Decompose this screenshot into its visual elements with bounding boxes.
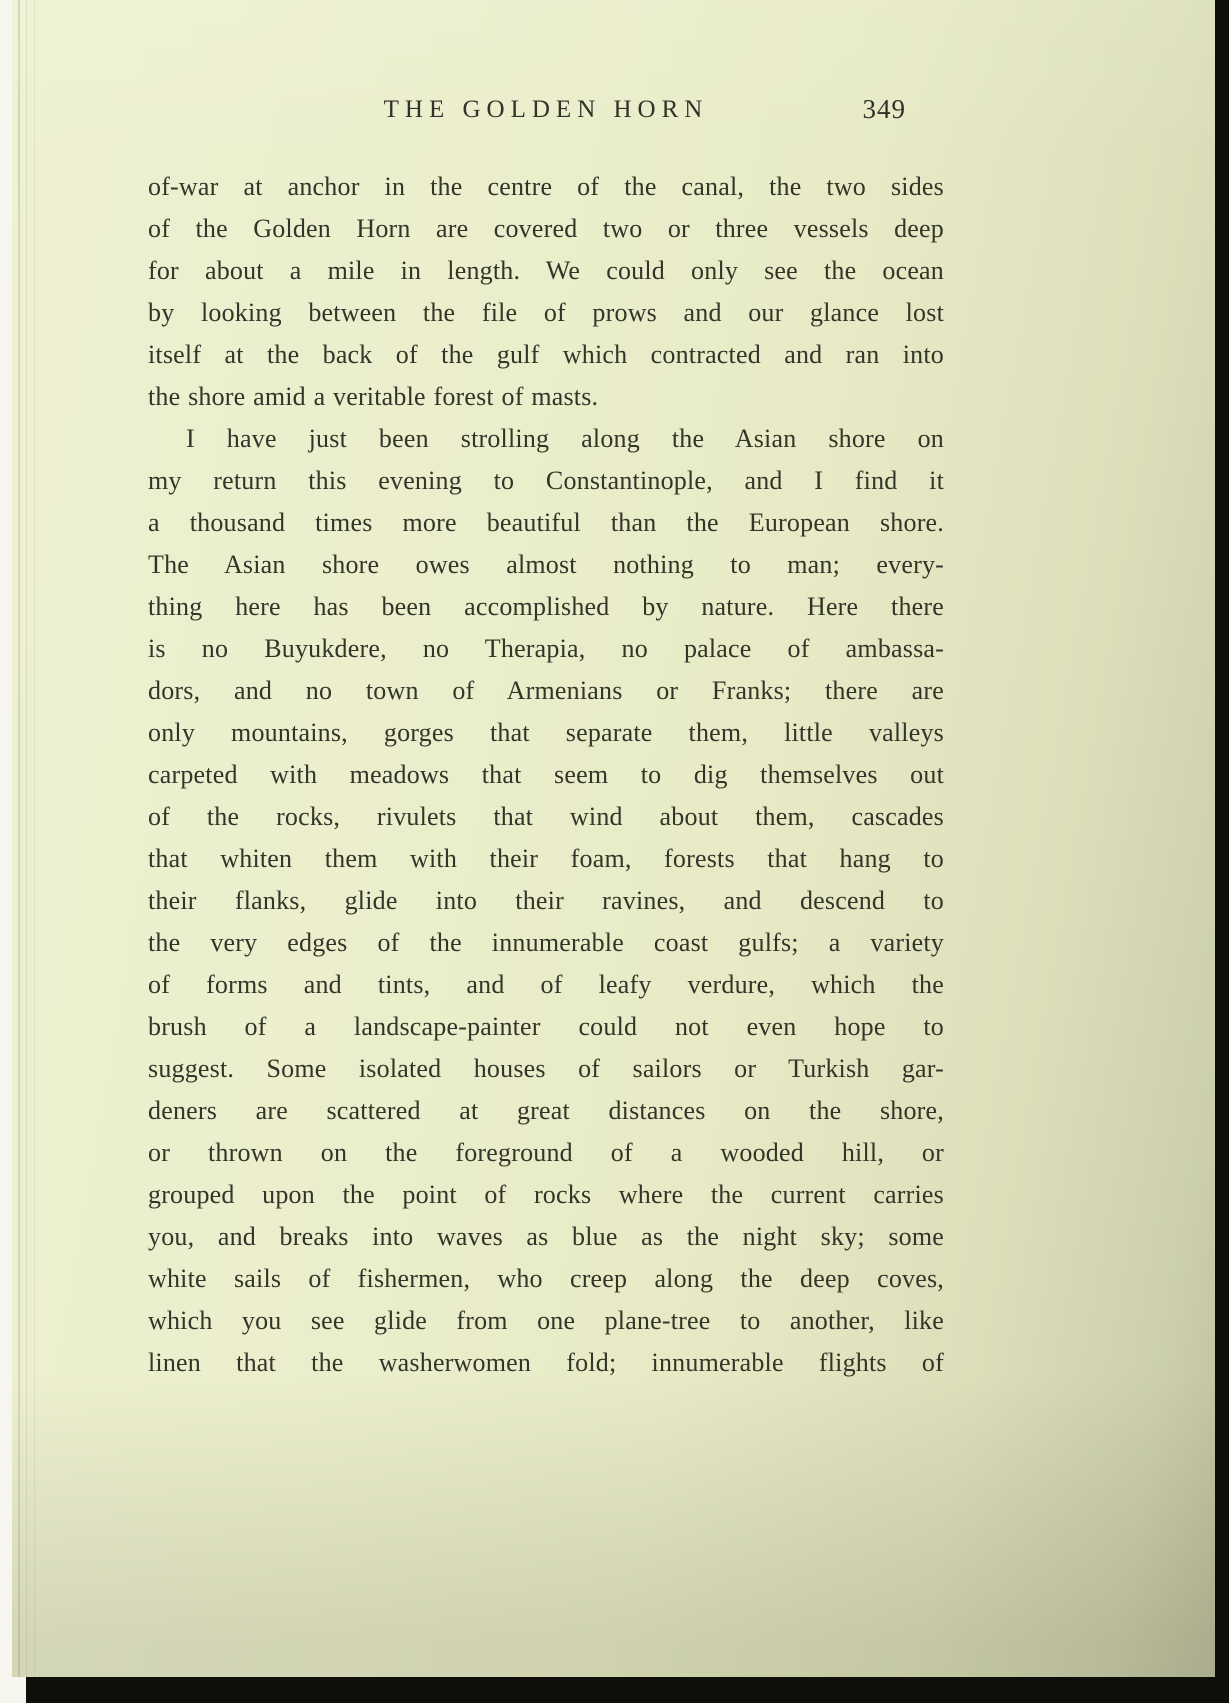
text-line: for about a mile in length. We could only see the ocean (148, 256, 944, 285)
text-line: of-war at anchor in the centre of the canal, the two sides (148, 172, 944, 201)
text-line: deners are scattered at great distances on the shore, (148, 1096, 944, 1125)
text-line: linen that the washerwomen fold; innumerable flights of (148, 1348, 944, 1377)
text-line: you, and breaks into waves as blue as the night sky; some (148, 1222, 944, 1251)
paragraph (148, 418, 944, 1384)
text-line: dors, and no town of Armenians or Franks; there are (148, 676, 944, 705)
text-line: their flanks, glide into their ravines, and descend to (148, 886, 944, 915)
text-line: of forms and tints, and of leafy verdure, which the (148, 970, 944, 999)
text-line: the very edges of the innumerable coast gulfs; a variety (148, 928, 944, 957)
text-line: I have just been strolling along the Asian shore on (186, 424, 944, 453)
text-line: that whiten them with their foam, forests that hang to (148, 844, 944, 873)
text-line: of the Golden Horn are covered two or three vessels deep (148, 214, 944, 243)
scanner-edge-left (0, 0, 12, 1703)
page-edge-line (26, 0, 27, 1677)
text-line: brush of a landscape-painter could not even hope to (148, 1012, 944, 1041)
text-line: only mountains, gorges that separate them, little valleys (148, 718, 944, 747)
text-line: by looking between the file of prows and our glance lost (148, 298, 944, 327)
book-page-paper (12, 0, 1215, 1677)
running-head (148, 96, 944, 140)
text-line: or thrown on the foreground of a wooded hill, or (148, 1138, 944, 1167)
text-line: grouped upon the point of rocks where the current carries (148, 1180, 944, 1209)
paragraph (148, 166, 944, 418)
page-body-text (148, 166, 944, 1384)
text-line: carpeted with meadows that seem to dig themselves out (148, 760, 944, 789)
text-line: white sails of fishermen, who creep along the deep coves, (148, 1264, 944, 1293)
page-title: THE GOLDEN HORN (383, 96, 709, 123)
text-line: the shore amid a veritable forest of masts. (148, 382, 599, 411)
text-line: my return this evening to Constantinople, and I find it (148, 466, 944, 495)
page-edge-line (34, 0, 35, 1677)
text-line: thing here has been accomplished by nature. Here there (148, 592, 944, 621)
page-number: 349 (862, 94, 906, 124)
text-line: of the rocks, rivulets that wind about them, cascades (148, 802, 944, 831)
page-text-block (148, 0, 944, 1384)
text-line: itself at the back of the gulf which contracted and ran into (148, 340, 944, 369)
page-edge-line (18, 0, 20, 1677)
text-line: a thousand times more beautiful than the European shore. (148, 508, 944, 537)
text-line: suggest. Some isolated houses of sailors or Turkish gar- (148, 1054, 944, 1083)
text-line: which you see glide from one plane-tree to another, like (148, 1306, 944, 1335)
text-line: is no Buyukdere, no Therapia, no palace of ambassa- (148, 634, 944, 663)
text-line: The Asian shore owes almost nothing to man; every- (148, 550, 944, 579)
